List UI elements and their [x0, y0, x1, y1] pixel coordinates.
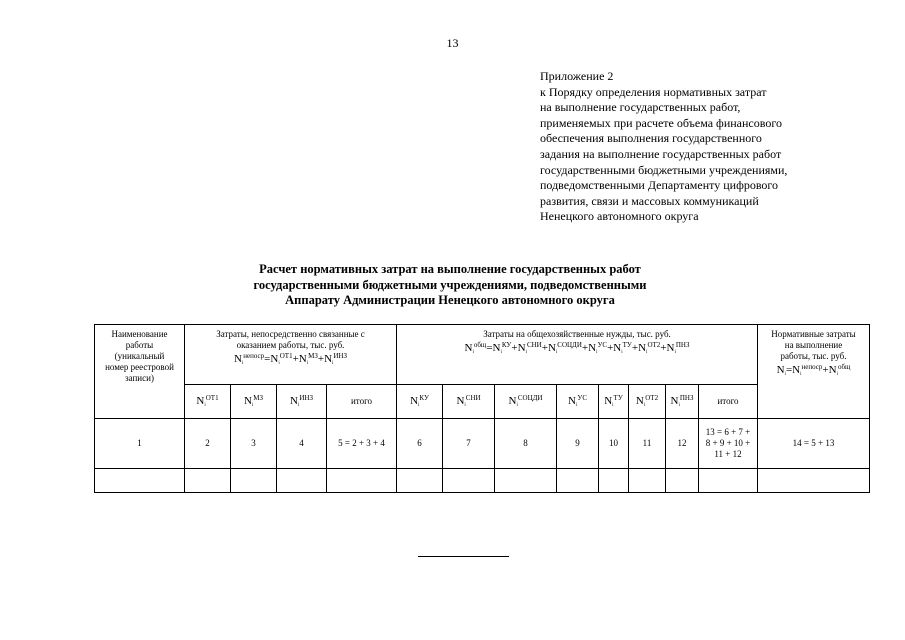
overhead-costs-header: Затраты на общехозяйственные нужды, тыс. руб. $N_i^{общ}=N_i^{КУ}+N_i^{СНИ}+N_i^{СОЦДИ}+N_i^{УС}+N_i^{ТУ}+N_i^{ОТ2}+N_i^{ПНЗ}$: [397, 325, 758, 385]
footnote-separator: [418, 556, 509, 557]
subcol-ot1: $N_i^{ОТ1}$: [185, 385, 231, 419]
num-cell: 6: [397, 419, 443, 469]
appendix-line: на выполнение государственных работ,: [540, 100, 741, 115]
appendix-note: [540, 69, 787, 225]
subcol-tu: $N_i^{ТУ}$: [599, 385, 629, 419]
direct-costs-formula: $N_i^{непоср}=N_i^{ОТ1}+N_i^{МЗ}+N_i^{ИНЗ}$: [233, 352, 348, 366]
appendix-line: Приложение 2: [540, 69, 614, 83]
header-row-1: [95, 325, 870, 385]
num-cell: 2: [185, 419, 231, 469]
num-cell: 14 = 5 + 13: [758, 419, 870, 469]
name-header-cell: Наименование работы (уникальный номер реестровой записи): [95, 325, 185, 419]
title-line: Аппарату Администрации Ненецкого автономного округа: [285, 293, 615, 307]
subcol-inz: $N_i^{ИНЗ}$: [277, 385, 327, 419]
num-cell: 8: [495, 419, 557, 469]
appendix-line: обеспечения выполнения государственного: [540, 131, 762, 146]
subcol-us: $N_i^{УС}$: [557, 385, 599, 419]
document-title: [180, 262, 720, 309]
cost-calculation-table: [94, 324, 870, 493]
direct-costs-header: Затраты, непосредственно связанные с оказанием работы, тыс. руб. $N_i^{непоср}=N_i^{ОТ1}+N_i^{МЗ}+N_i^{ИНЗ}$: [185, 325, 397, 385]
subcol-total-direct: итого: [327, 385, 397, 419]
num-cell: 11: [629, 419, 666, 469]
normative-costs-header: Нормативные затраты на выполнение работы, тыс. руб. $N_i=N_i^{непоср}+N_i^{общ}$: [758, 325, 870, 419]
appendix-line: подведомственными Департаменту цифрового: [540, 178, 779, 193]
num-cell: 4: [277, 419, 327, 469]
title-line: государственными бюджетными учреждениями, подведомственными: [253, 277, 647, 292]
subcol-socdi: $N_i^{СОЦДИ}$: [495, 385, 557, 419]
num-cell: 5 = 2 + 3 + 4: [327, 419, 397, 469]
subcol-total-overhead: итого: [699, 385, 758, 419]
num-cell: 10: [599, 419, 629, 469]
appendix-line: к Порядку определения нормативных затрат: [540, 84, 767, 99]
subcol-ku: $N_i^{КУ}$: [397, 385, 443, 419]
header-row-2: [95, 385, 870, 419]
num-cell: 12: [666, 419, 699, 469]
page-number: 13: [446, 36, 459, 50]
appendix-line: государственными бюджетными учреждениями,: [540, 162, 788, 177]
subcol-sni: $N_i^{СНИ}$: [443, 385, 495, 419]
overhead-costs-formula: $N_i^{общ}=N_i^{КУ}+N_i^{СНИ}+N_i^{СОЦДИ}+N_i^{УС}+N_i^{ТУ}+N_i^{ОТ2}+N_i^{ПНЗ}$: [464, 341, 690, 355]
num-cell: 7: [443, 419, 495, 469]
appendix-line: Ненецкого автономного округа: [540, 209, 699, 224]
numbering-row: [95, 419, 870, 469]
empty-data-row: [95, 469, 870, 493]
normative-costs-formula: $N_i=N_i^{непоср}+N_i^{общ}$: [776, 363, 851, 377]
num-cell-total-overhead: 13 = 6 + 7 + 8 + 9 + 10 + 11 + 12: [699, 419, 758, 469]
num-cell: 3: [231, 419, 277, 469]
subcol-ot2: $N_i^{ОТ2}$: [629, 385, 666, 419]
title-line: Расчет нормативных затрат на выполнение государственных работ: [259, 262, 641, 276]
appendix-line: применяемых при расчете объема финансового: [540, 115, 782, 130]
subcol-mz: $N_i^{МЗ}$: [231, 385, 277, 419]
num-cell: 9: [557, 419, 599, 469]
subcol-pnz: $N_i^{ПНЗ}$: [666, 385, 699, 419]
appendix-line: задания на выполнение государственных работ: [540, 146, 782, 161]
num-cell: 1: [95, 419, 185, 469]
appendix-line: развития, связи и массовых коммуникаций: [540, 193, 759, 208]
